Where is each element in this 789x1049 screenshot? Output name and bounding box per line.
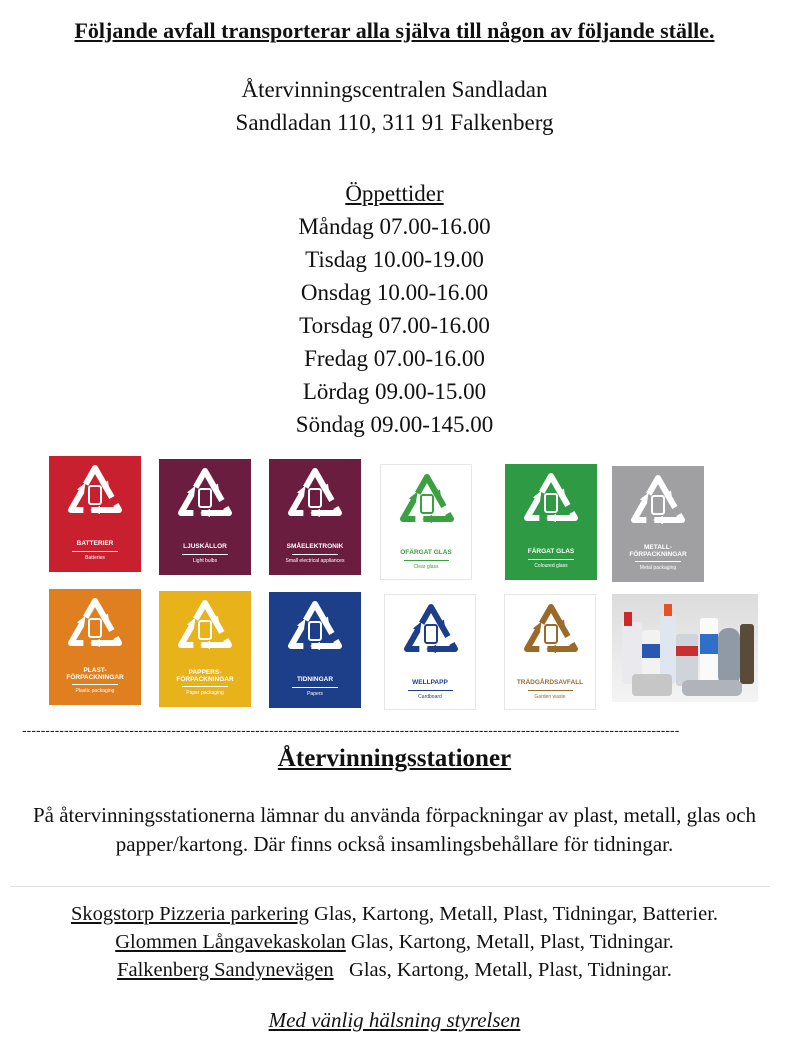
hazardous-waste-photo	[612, 594, 758, 702]
clear-glass-icon	[381, 465, 473, 535]
hours-row: Onsdag 10.00-16.00	[300, 280, 489, 305]
recycling-sign-sublabel: Cardboard	[418, 694, 442, 700]
page-heading: Följande avfall transporterar alla själva till någon av följande ställe.	[74, 18, 715, 43]
recycling-sign-sublabel: Plastic packaging	[75, 688, 115, 694]
recycling-sign-label: TRÄDGÅRDSAVFALL	[516, 679, 584, 686]
recycling-sign-sublabel: Garden waste	[534, 694, 566, 700]
station-link[interactable]: Glommen Långavekaskolan	[115, 931, 346, 953]
recycling-sign-9	[269, 592, 361, 708]
recycling-sign-7	[49, 589, 141, 705]
recycling-sign-label: WELLPAPP	[412, 679, 448, 686]
station-row	[0, 956, 789, 984]
recycling-sign-rule	[528, 559, 574, 560]
station-link[interactable]: Skogstorp Pizzeria parkering	[70, 903, 309, 925]
recycling-sign-rule	[528, 690, 573, 691]
recycling-sign-sublabel: Metal packaging	[639, 565, 677, 571]
recycling-sign-2	[159, 459, 251, 575]
station-materials: Glas, Kartong, Metall, Plast, Tidningar, Batterier.	[308, 903, 719, 925]
recycling-sign-5	[505, 464, 597, 580]
recycling-sign-label: PLAST- FÖRPACKNINGAR	[66, 667, 124, 681]
battery-icon	[49, 456, 141, 526]
recycling-sign-label: TIDNINGAR	[296, 676, 334, 683]
recycling-sign-8	[159, 591, 251, 707]
station-row	[0, 928, 789, 956]
signature: Med vänlig hälsning styrelsen	[268, 1008, 521, 1032]
opening-hours-title: Öppettider	[345, 181, 444, 206]
station-link[interactable]: Falkenberg Sandynevägen	[117, 959, 334, 981]
recycling-sign-rule	[72, 551, 118, 552]
recycling-sign-rule	[292, 687, 338, 688]
plastic-bottle-icon	[49, 589, 141, 659]
hours-row: Tisdag 10.00-19.00	[305, 247, 484, 272]
hours-row: Söndag 09.00-145.00	[295, 412, 494, 437]
recycling-sign-sublabel: Light bulbs	[192, 558, 218, 564]
hours-row: Fredag 07.00-16.00	[304, 346, 485, 371]
station-row	[0, 900, 789, 928]
station-materials: Glas, Kartong, Metall, Plast, Tidningar.	[345, 931, 674, 953]
recycling-sign-label: FÄRGAT GLAS	[527, 548, 575, 555]
recycling-sign-rule	[72, 684, 118, 685]
recycling-sign-label: METALL- FÖRPACKNINGAR	[629, 544, 687, 558]
recycling-sign-sublabel: Batteries	[85, 555, 105, 561]
hours-row: Måndag 07.00-16.00	[298, 214, 491, 239]
coloured-glass-icon	[505, 464, 597, 534]
section-title: Återvinningsstationer	[277, 745, 512, 772]
recycling-sign-sublabel: Papers	[307, 691, 323, 697]
recycling-sign-sublabel: Clear glass	[413, 564, 439, 570]
recycling-sign-rule	[182, 686, 228, 687]
recycling-sign-label: BATTERIER	[76, 540, 114, 547]
newspaper-icon	[269, 592, 361, 662]
cardboard-box-icon	[385, 595, 477, 665]
garden-plant-icon	[505, 595, 597, 665]
recycling-sign-rule	[292, 554, 338, 555]
horizontal-rule	[10, 886, 770, 887]
stations-description: På återvinningsstationerna lämnar du använda förpackningar av plast, metall, glas och papper/kartong. Där finns också insamlingsbehållare för tidningar.	[32, 803, 757, 856]
dashed-divider: ---------------------------------------------------------------------------------------------------------------------------------------------	[22, 722, 680, 738]
recycling-sign-sublabel: Coloured glass	[534, 563, 568, 569]
station-list	[0, 900, 789, 984]
recycling-sign-rule	[182, 554, 228, 555]
recycling-sign-rule	[404, 560, 449, 561]
recycling-sign-rule	[408, 690, 453, 691]
recycling-sign-label: LJUSKÄLLOR	[183, 543, 227, 550]
recycling-sign-sublabel: Small electrical appliances	[285, 558, 345, 564]
product-bottles-icon	[612, 594, 758, 702]
recycling-center-name: Återvinningscentralen Sandladan	[241, 77, 548, 102]
appliance-icon	[269, 459, 361, 529]
opening-hours	[0, 177, 789, 441]
hours-row: Lördag 09.00-15.00	[302, 379, 487, 404]
station-materials: Glas, Kartong, Metall, Plast, Tidningar.	[333, 959, 672, 981]
recycling-sign-11	[504, 594, 596, 710]
hours-row: Torsdag 07.00-16.00	[299, 313, 490, 338]
recycling-sign-label: PAPPERS- FÖRPACKNINGAR	[176, 669, 234, 683]
recycling-center-address: Sandladan 110, 311 91 Falkenberg	[235, 110, 554, 135]
recycling-sign-6	[612, 466, 704, 582]
recycling-sign-10	[384, 594, 476, 710]
metal-can-icon	[612, 466, 704, 536]
recycling-center-info	[0, 73, 789, 139]
recycling-sign-4	[380, 464, 472, 580]
recycling-sign-1	[49, 456, 141, 572]
paper-carton-icon	[159, 591, 251, 661]
recycling-sign-label: OFÄRGAT GLAS	[400, 549, 452, 556]
recycling-sign-rule	[635, 561, 681, 562]
recycling-sign-3	[269, 459, 361, 575]
recycling-sign-sublabel: Paper packaging	[186, 690, 224, 696]
lightbulb-icon	[159, 459, 251, 529]
recycling-sign-label: SMÅELEKTRONIK	[286, 543, 344, 550]
